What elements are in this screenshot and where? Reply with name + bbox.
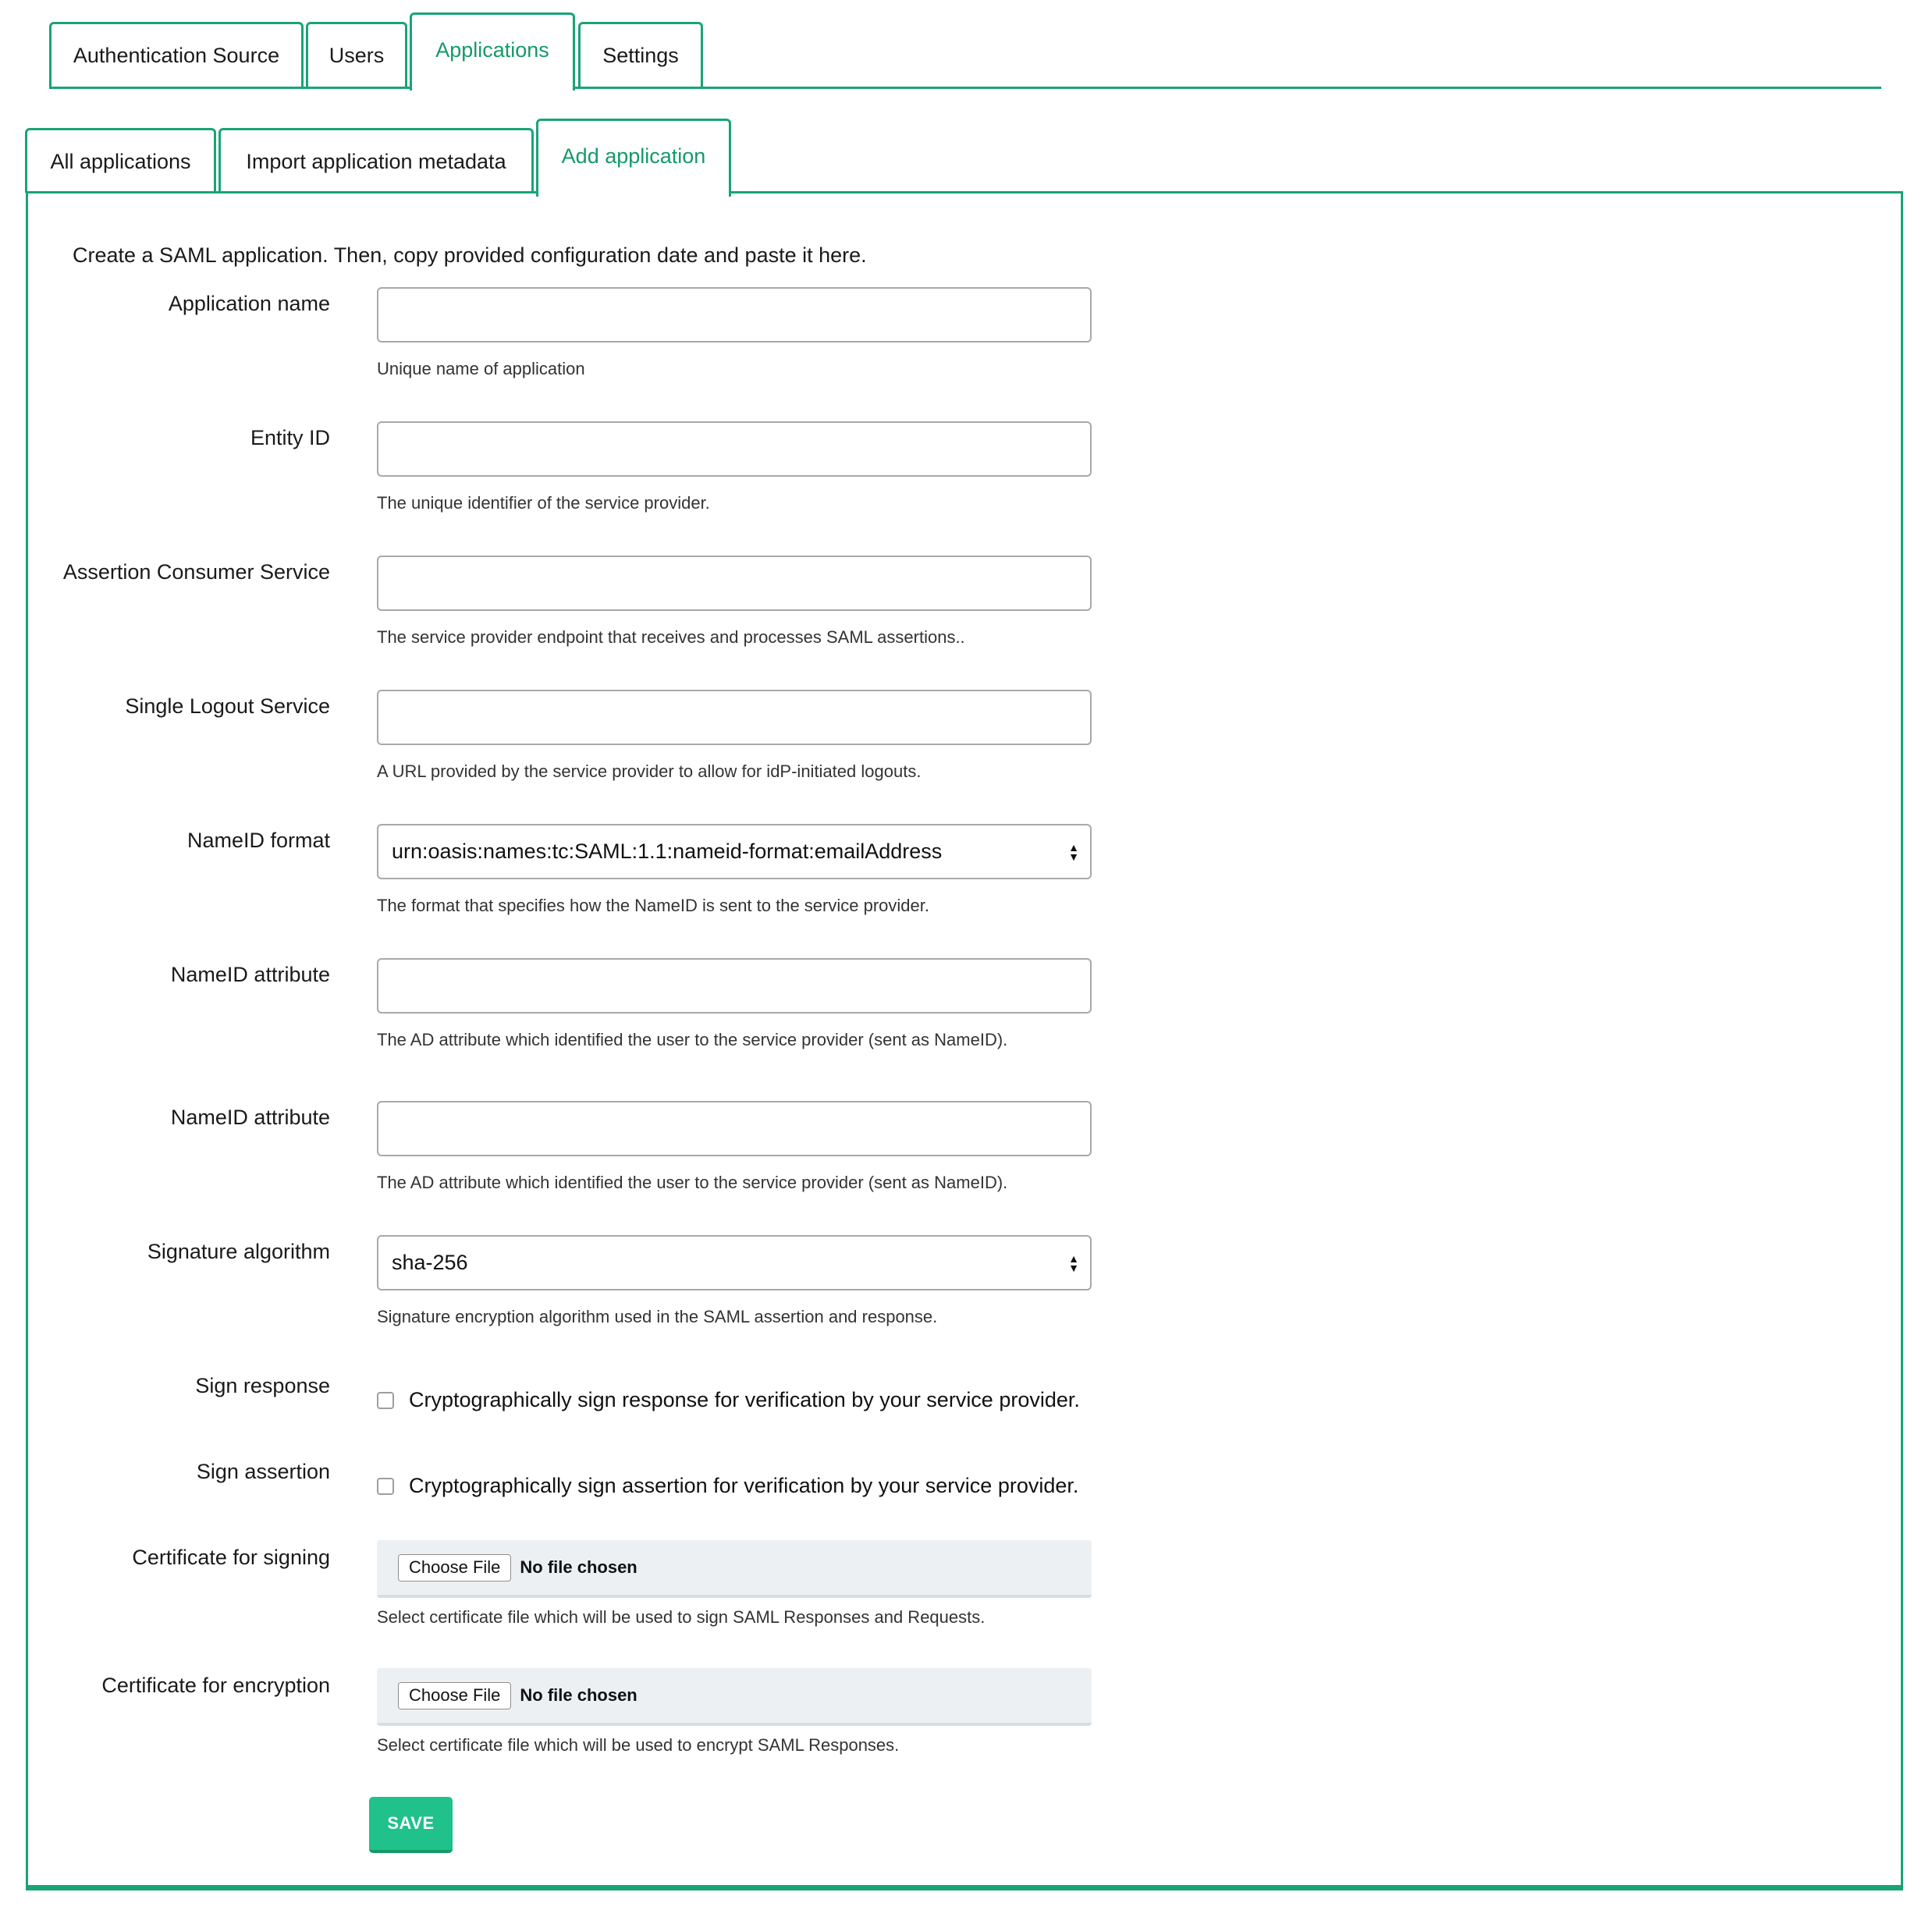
tab-applications[interactable]: Applications (410, 12, 575, 91)
cert-encryption-help: Select certificate file which will be used to encrypt SAML Responses. (377, 1735, 900, 1755)
cert-encryption-label: Certificate for encryption (101, 1674, 330, 1697)
slo-help: A URL provided by the service provider to allow for idP-initiated logouts. (377, 762, 922, 781)
nameid-attribute-2-input[interactable] (377, 1101, 1092, 1156)
sign-assertion-checkbox[interactable] (377, 1478, 394, 1495)
nameid-attribute-2-label: NameID attribute (170, 1106, 330, 1129)
application-name-label: Application name (168, 292, 330, 315)
tab-authentication-source[interactable]: Authentication Source (49, 22, 304, 87)
nameid-format-value: urn:oasis:names:tc:SAML:1.1:nameid-format:emailAddress (392, 840, 943, 863)
nameid-attribute-help: The AD attribute which identified the user to the service provider (sent as NameID). (377, 1030, 1008, 1049)
sign-response-label: Sign response (195, 1374, 330, 1397)
entity-id-input[interactable] (377, 421, 1092, 477)
sign-response-row (377, 1388, 1080, 1412)
nameid-attribute-input[interactable] (377, 958, 1092, 1014)
tab-all-applications[interactable]: All applications (25, 128, 216, 193)
select-arrows-icon: ▲ ▼ (1068, 840, 1079, 863)
cert-encryption-status: No file chosen (520, 1685, 637, 1705)
sign-assertion-row (377, 1474, 1078, 1498)
tab-users[interactable]: Users (306, 22, 407, 87)
signature-algorithm-select[interactable] (377, 1235, 1092, 1290)
cert-signing-help: Select certificate file which will be used to sign SAML Responses and Requests. (377, 1607, 986, 1627)
application-name-help: Unique name of application (377, 359, 585, 378)
sign-assertion-label: Sign assertion (196, 1460, 330, 1483)
signature-algorithm-value: sha-256 (392, 1251, 468, 1274)
signature-algorithm-help: Signature encryption algorithm used in the SAML assertion and response. (377, 1307, 938, 1326)
cert-signing-status: No file chosen (520, 1557, 637, 1577)
entity-id-label: Entity ID (250, 426, 330, 449)
select-arrows-icon: ▲ ▼ (1068, 1251, 1079, 1274)
sub-tab-bar (25, 119, 1902, 193)
tab-settings[interactable]: Settings (578, 22, 703, 87)
tab-import-application-metadata[interactable]: Import application metadata (218, 128, 534, 193)
tab-add-application[interactable]: Add application (536, 119, 731, 197)
save-button[interactable]: SAVE (369, 1797, 453, 1853)
cert-signing-file-input (377, 1540, 1092, 1598)
entity-id-help: The unique identifier of the service provider. (377, 493, 710, 513)
sign-response-checkbox[interactable] (377, 1392, 394, 1409)
cert-encryption-file-input (377, 1668, 1092, 1726)
signature-algorithm-label: Signature algorithm (147, 1240, 330, 1263)
acs-help: The service provider endpoint that receives and processes SAML assertions.. (377, 627, 965, 647)
nameid-format-label: NameID format (186, 829, 330, 852)
sign-assertion-text: Cryptographically sign assertion for verification by your service provider. (409, 1474, 1079, 1497)
acs-input[interactable] (377, 556, 1092, 611)
slo-label: Single Logout Service (125, 694, 330, 718)
acs-label: Assertion Consumer Service (62, 560, 330, 584)
cert-signing-label: Certificate for signing (132, 1546, 330, 1569)
nameid-format-select[interactable] (377, 824, 1092, 879)
slo-input[interactable] (377, 690, 1092, 745)
sign-response-text: Cryptographically sign response for verification by your service provider. (409, 1388, 1080, 1411)
nameid-attribute-2-help: The AD attribute which identified the user to the service provider (sent as NameID). (377, 1173, 1008, 1192)
main-tab-bar (49, 12, 1881, 89)
nameid-attribute-label: NameID attribute (170, 963, 330, 986)
application-name-input[interactable] (377, 287, 1092, 343)
cert-signing-choose-button[interactable]: Choose File (398, 1554, 511, 1582)
form-intro: Create a SAML application. Then, copy provided configuration date and paste it here. (73, 243, 867, 267)
nameid-format-help: The format that specifies how the NameID is sent to the service provider. (377, 896, 929, 915)
cert-encryption-choose-button[interactable]: Choose File (398, 1682, 511, 1709)
